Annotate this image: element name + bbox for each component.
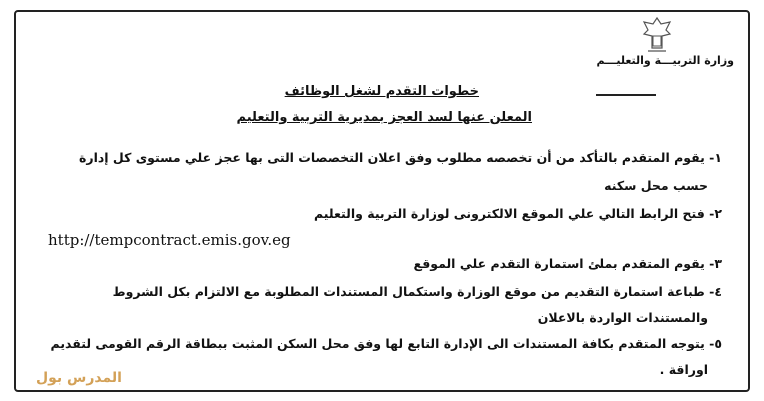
- ministry-name: وزارة التربيـــة والتعليـــم: [596, 54, 734, 67]
- document-subtitle: المعلن عنها لسد العجز بمديرية التربية والتعليم: [236, 110, 532, 125]
- step-1: ١- يقوم المتقدم بالتأكد من أن تخصصه مطلوب وفق اعلان التخصصات التى بها عجز علي مستوى كل إدارة: [79, 150, 722, 165]
- step-4-continued: والمستندات الواردة بالاعلان: [537, 310, 708, 325]
- step-5: ٥- يتوجه المتقدم بكافة المستندات الى الإدارة التابع لها وفق محل السكن المثبت ببطاقة الرقم القومى لتقديم: [50, 336, 722, 351]
- application-link[interactable]: http://tempcontract.emis.gov.eg: [48, 231, 291, 249]
- step-2: ٢- فتح الرابط التالي علي الموقع الالكترونى لوزارة التربية والتعليم: [313, 206, 722, 221]
- step-5-continued: اوراقة .: [659, 362, 708, 377]
- eagle-emblem-icon: [640, 14, 674, 54]
- divider-line: [596, 94, 656, 96]
- step-3: ٣- يقوم المتقدم بملئ استمارة التقدم علي الموقع: [413, 256, 722, 271]
- step-4: ٤- طباعة استمارة التقديم من موقع الوزارة واستكمال المستندات المطلوبة مع الالتزام بكل الشروط: [112, 284, 722, 299]
- document-title: خطوات التقدم لشغل الوظائف: [284, 84, 479, 99]
- step-1-continued: حسب محل سكنه: [604, 178, 708, 193]
- watermark: المدرس بول: [36, 370, 122, 386]
- document-frame: [14, 10, 750, 392]
